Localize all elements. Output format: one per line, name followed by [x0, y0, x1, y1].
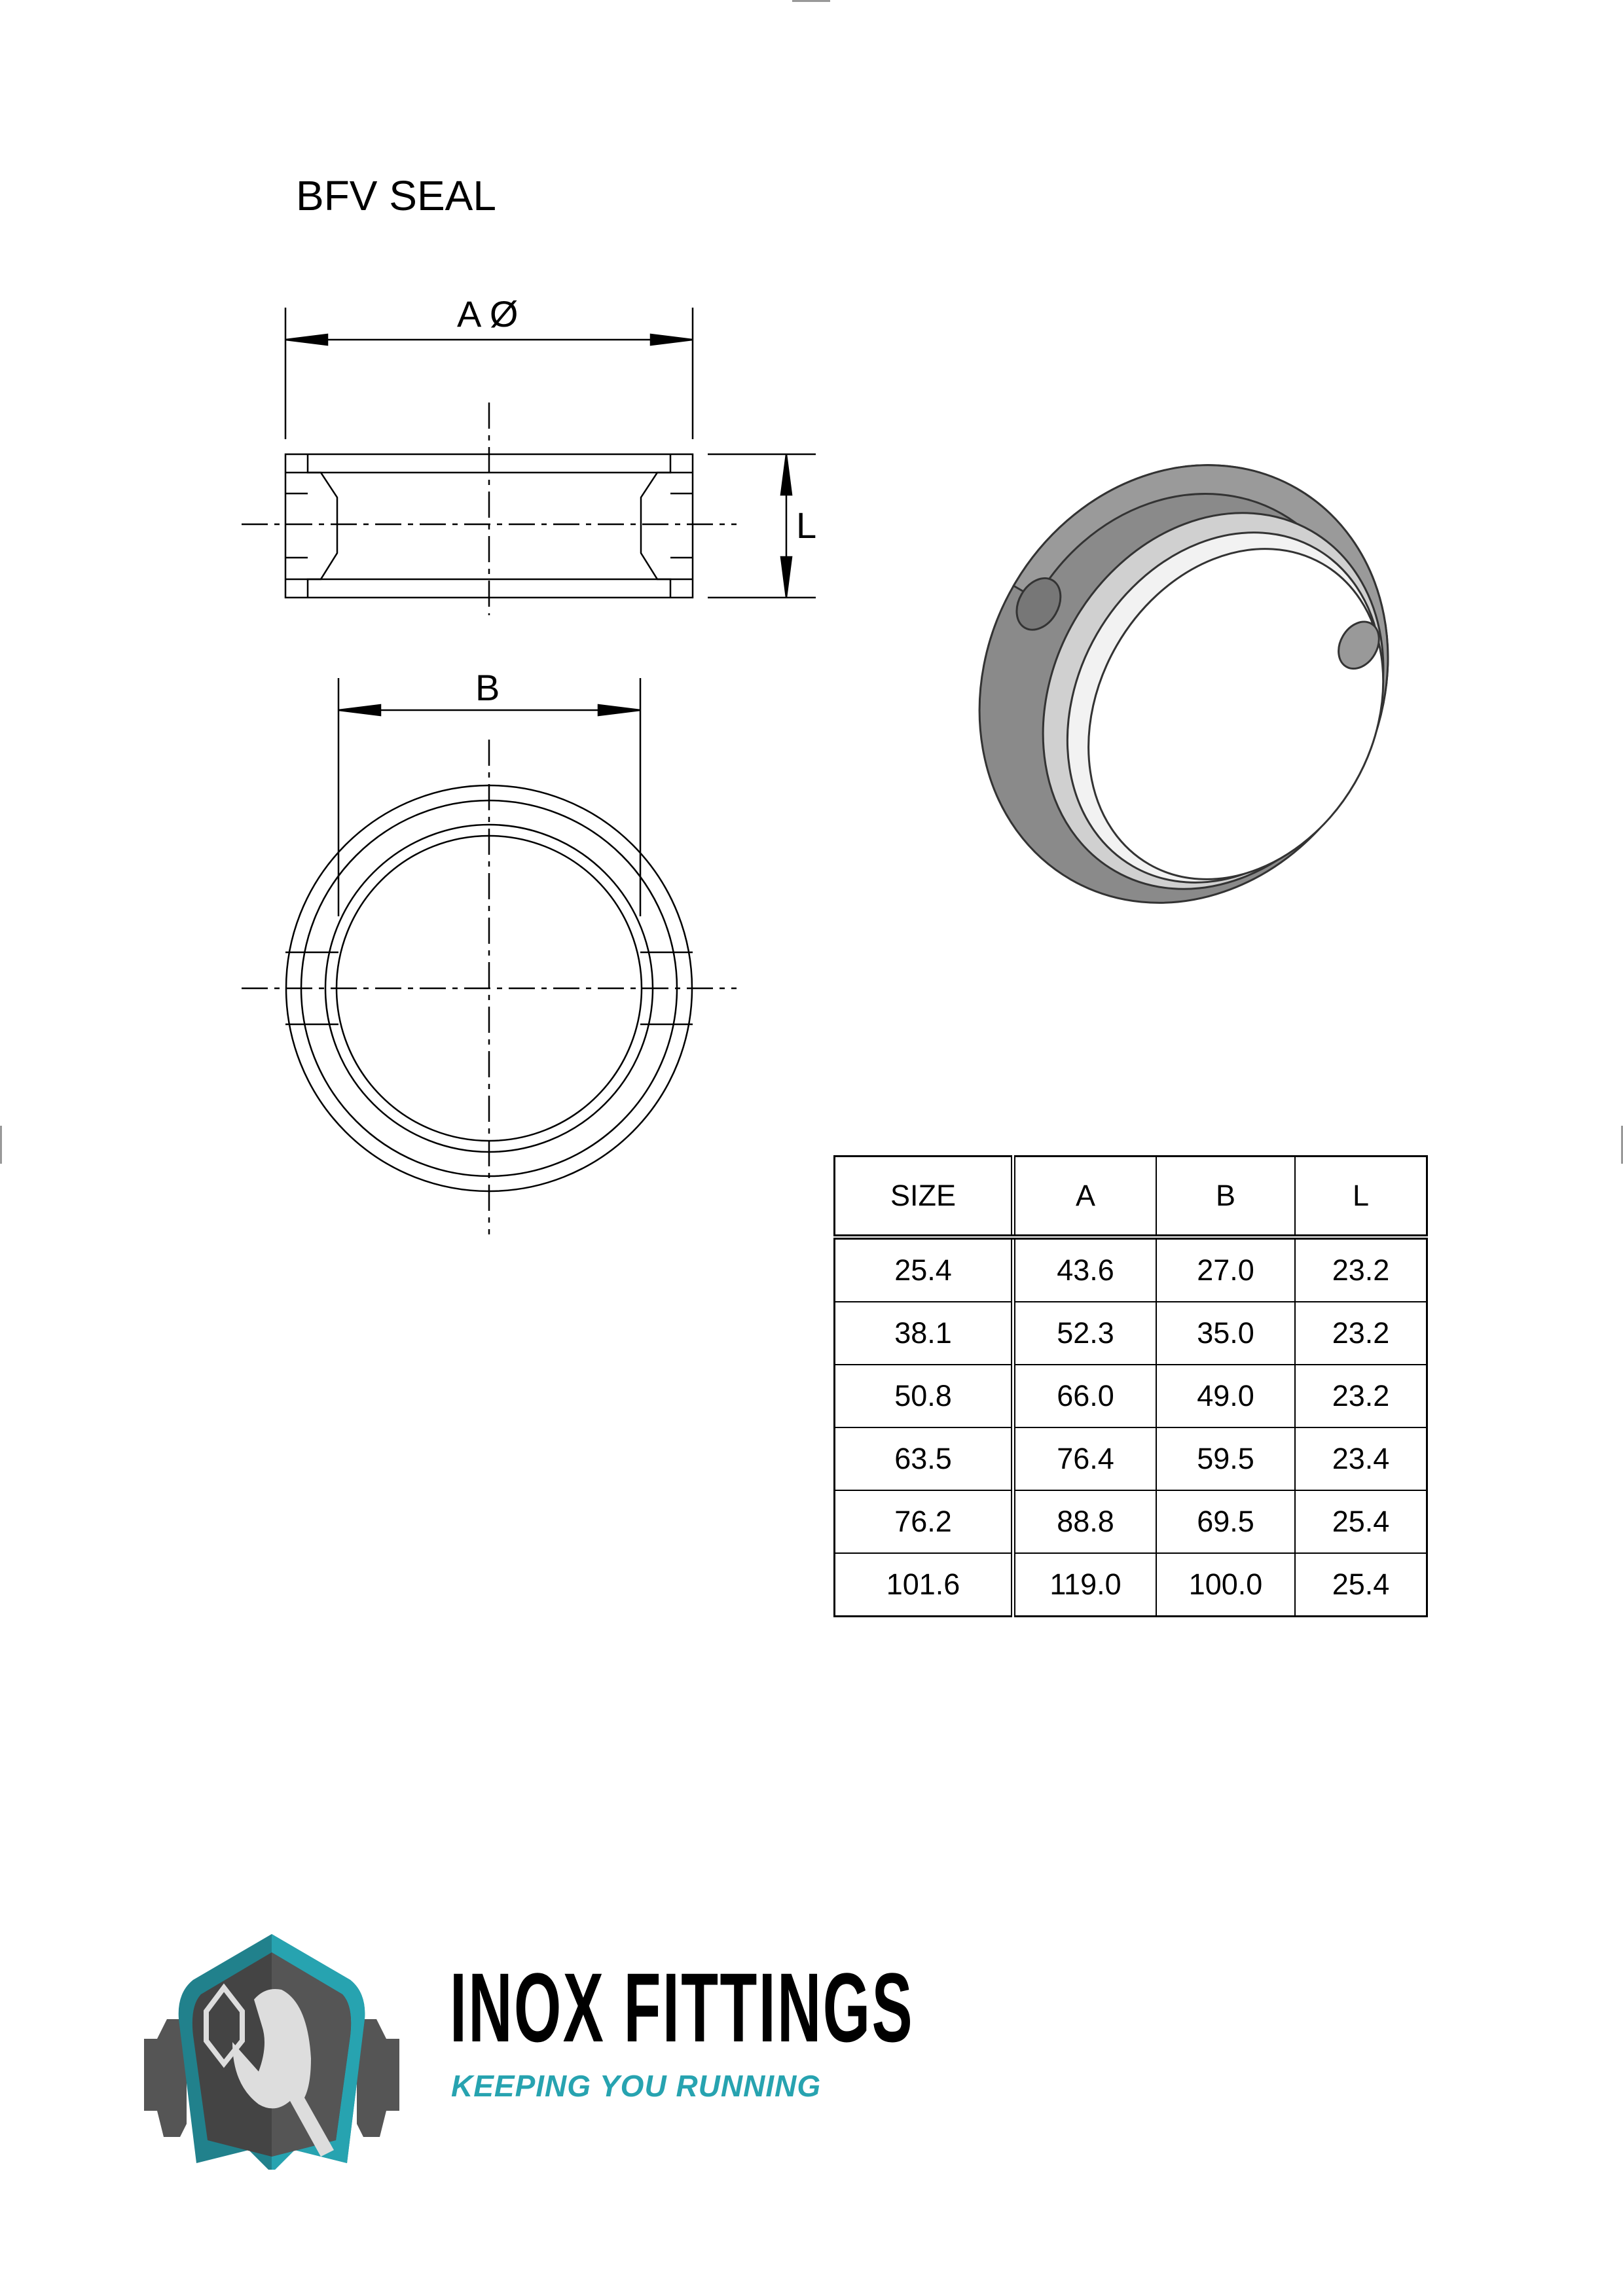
- isometric-ring-render: [901, 390, 1468, 978]
- cell-l: 23.2: [1295, 1302, 1427, 1365]
- cell-l: 23.2: [1295, 1237, 1427, 1302]
- dimension-table: [833, 1155, 1428, 1617]
- cell-size: 50.8: [835, 1365, 1013, 1427]
- cell-b: 49.0: [1156, 1365, 1295, 1427]
- cell-b: 100.0: [1156, 1553, 1295, 1617]
- cell-b: 59.5: [1156, 1427, 1295, 1490]
- cell-a: 88.8: [1013, 1490, 1157, 1553]
- cell-a: 43.6: [1013, 1237, 1157, 1302]
- header-l: L: [1295, 1157, 1427, 1238]
- cell-b: 27.0: [1156, 1237, 1295, 1302]
- cell-size: 76.2: [835, 1490, 1013, 1553]
- table-row: [835, 1365, 1427, 1427]
- header-size: SIZE: [835, 1157, 1013, 1238]
- brand-tagline: KEEPING YOU RUNNING: [451, 2069, 822, 2103]
- cell-size: 101.6: [835, 1553, 1013, 1617]
- table-header-row: [835, 1157, 1427, 1238]
- cell-a: 119.0: [1013, 1553, 1157, 1617]
- brand-name: INOX FITTINGS: [450, 1952, 915, 2062]
- dimension-l-label: L: [796, 505, 817, 546]
- cell-l: 25.4: [1295, 1490, 1427, 1553]
- table-row: [835, 1427, 1427, 1490]
- drawing-title: BFV SEAL: [296, 172, 496, 219]
- header-a: A: [1013, 1157, 1157, 1238]
- table-row: [835, 1237, 1427, 1302]
- table-row: [835, 1553, 1427, 1617]
- header-b: B: [1156, 1157, 1295, 1238]
- cell-l: 23.2: [1295, 1365, 1427, 1427]
- dimension-a-label: A Ø: [457, 293, 519, 334]
- cell-size: 38.1: [835, 1302, 1013, 1365]
- table-row: [835, 1302, 1427, 1365]
- dimension-b-label: B: [475, 667, 500, 708]
- cell-l: 25.4: [1295, 1553, 1427, 1617]
- cell-size: 63.5: [835, 1427, 1013, 1490]
- cell-size: 25.4: [835, 1237, 1013, 1302]
- table-row: [835, 1490, 1427, 1553]
- inox-fittings-logo-icon: [134, 1914, 409, 2170]
- cell-b: 69.5: [1156, 1490, 1295, 1553]
- front-view: [242, 740, 737, 1234]
- cell-a: 66.0: [1013, 1365, 1157, 1427]
- cell-b: 35.0: [1156, 1302, 1295, 1365]
- side-view: [242, 403, 737, 615]
- cell-a: 76.4: [1013, 1427, 1157, 1490]
- cell-a: 52.3: [1013, 1302, 1157, 1365]
- cell-l: 23.4: [1295, 1427, 1427, 1490]
